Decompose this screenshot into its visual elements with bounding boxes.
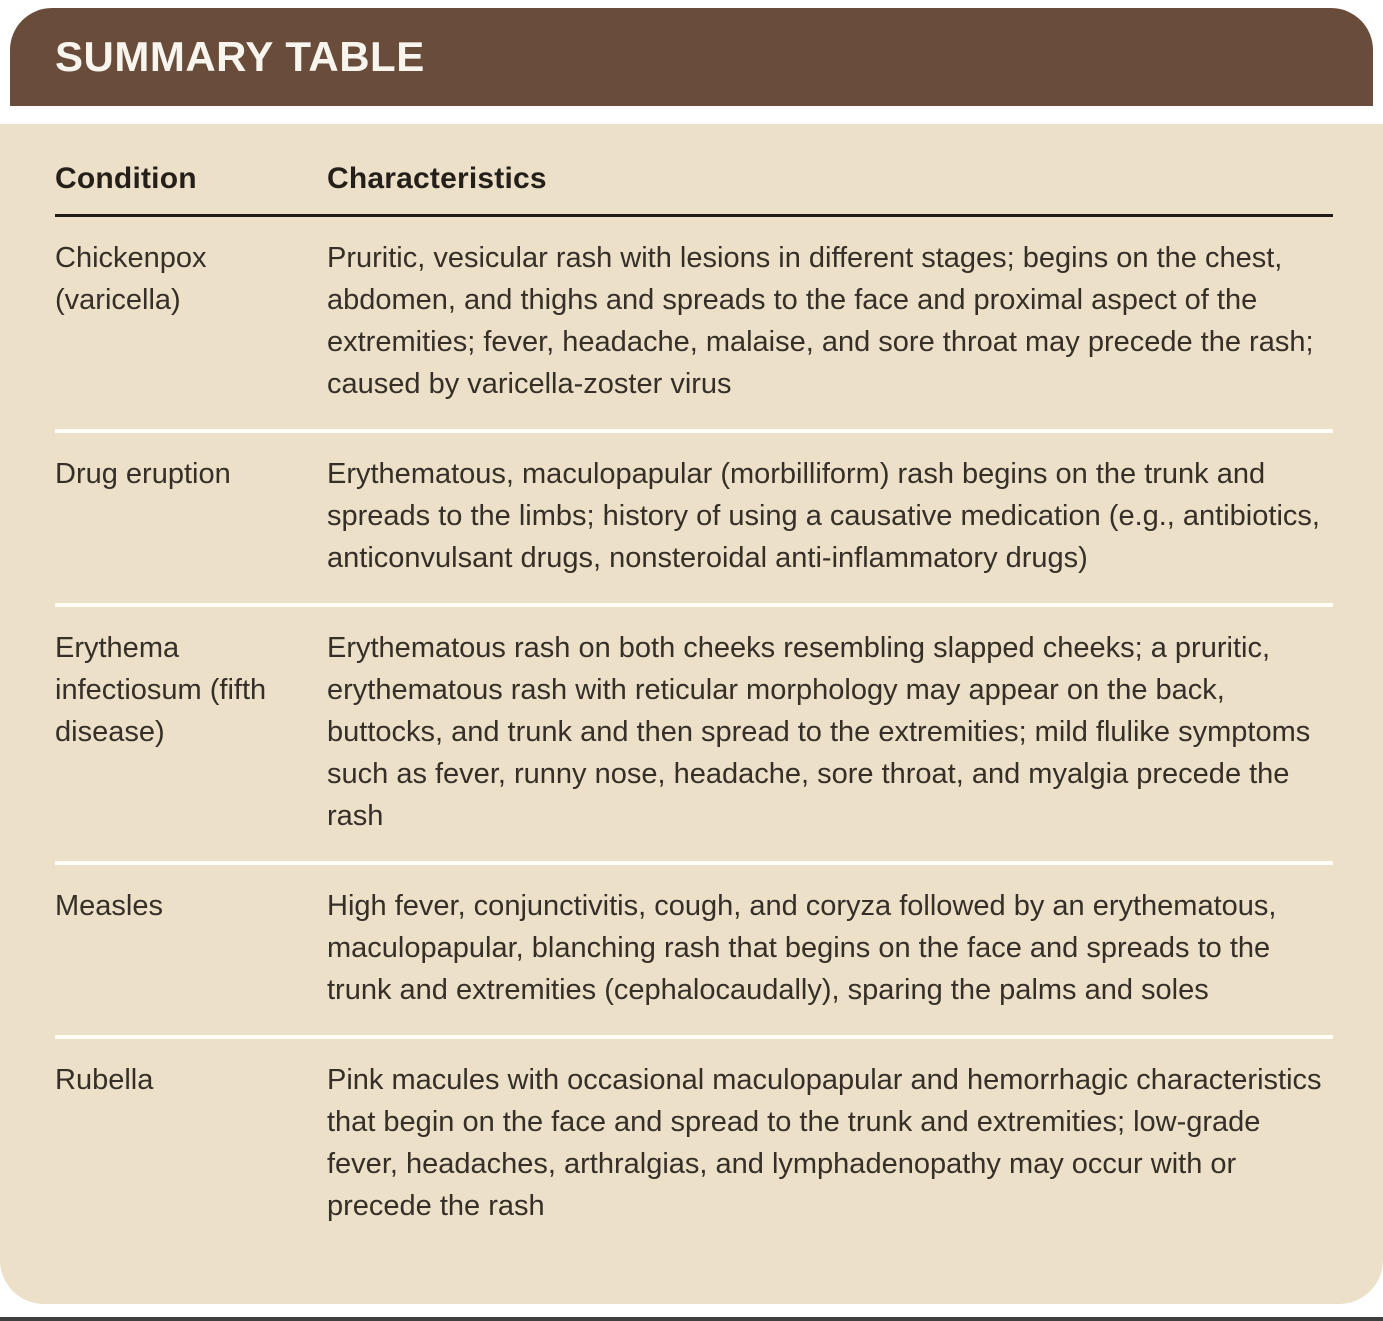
- table-row-drug-eruption: [55, 429, 1333, 603]
- table-row-erythema-infectiosum: [55, 603, 1333, 861]
- table-header-row: [55, 162, 1333, 196]
- table-row-chickenpox: [55, 217, 1333, 429]
- table-row-rubella: [55, 1035, 1333, 1251]
- condition-cell: Chickenpox (varicella): [55, 242, 207, 316]
- condition-cell: Rubella: [55, 1064, 154, 1096]
- table-panel: [0, 124, 1383, 1304]
- condition-cell: Drug eruption: [55, 458, 231, 490]
- characteristics-cell: High fever, conjunctivitis, cough, and coryza followed by an erythematous, maculopapular, blanching rash that begins on the face and spreads to the trunk and extremities (cephalocaudally), sparing the palms and soles: [327, 890, 1277, 1006]
- condition-cell: Measles: [55, 890, 163, 922]
- header-gap: [0, 106, 1383, 124]
- table-row-measles: [55, 861, 1333, 1035]
- column-header-characteristics: Characteristics: [327, 162, 547, 195]
- condition-cell: Erythema infectiosum (fifth disease): [55, 632, 267, 748]
- summary-table-header: [10, 8, 1373, 106]
- page-title: SUMMARY TABLE: [55, 33, 425, 80]
- column-header-condition: Condition: [55, 162, 197, 195]
- summary-table-figure: [0, 8, 1383, 1321]
- characteristics-cell: Pruritic, vesicular rash with lesions in different stages; begins on the chest, abdomen, and thighs and spreads to the face and proximal aspect of the extremities; fever, headache, malaise, and sore throat may precede the rash; caused by varicella-zoster virus: [327, 242, 1314, 400]
- bottom-border: [0, 1317, 1383, 1321]
- characteristics-cell: Erythematous rash on both cheeks resembling slapped cheeks; a pruritic, erythematous rash with reticular morphology may appear on the back, buttocks, and trunk and then spread to the extremities; mild flulike symptoms such as fever, runny nose, headache, sore throat, and myalgia precede the rash: [327, 632, 1311, 832]
- characteristics-cell: Erythematous, maculopapular (morbilliform) rash begins on the trunk and spreads to the limbs; history of using a causative medication (e.g., antibiotics, anticonvulsant drugs, nonsteroidal anti-inflammatory drugs): [327, 458, 1320, 574]
- characteristics-cell: Pink macules with occasional maculopapular and hemorrhagic characteristics that begin on the face and spread to the trunk and extremities; low-grade fever, headaches, arthralgias, and lymphadenopathy may occur with or precede the rash: [327, 1064, 1322, 1222]
